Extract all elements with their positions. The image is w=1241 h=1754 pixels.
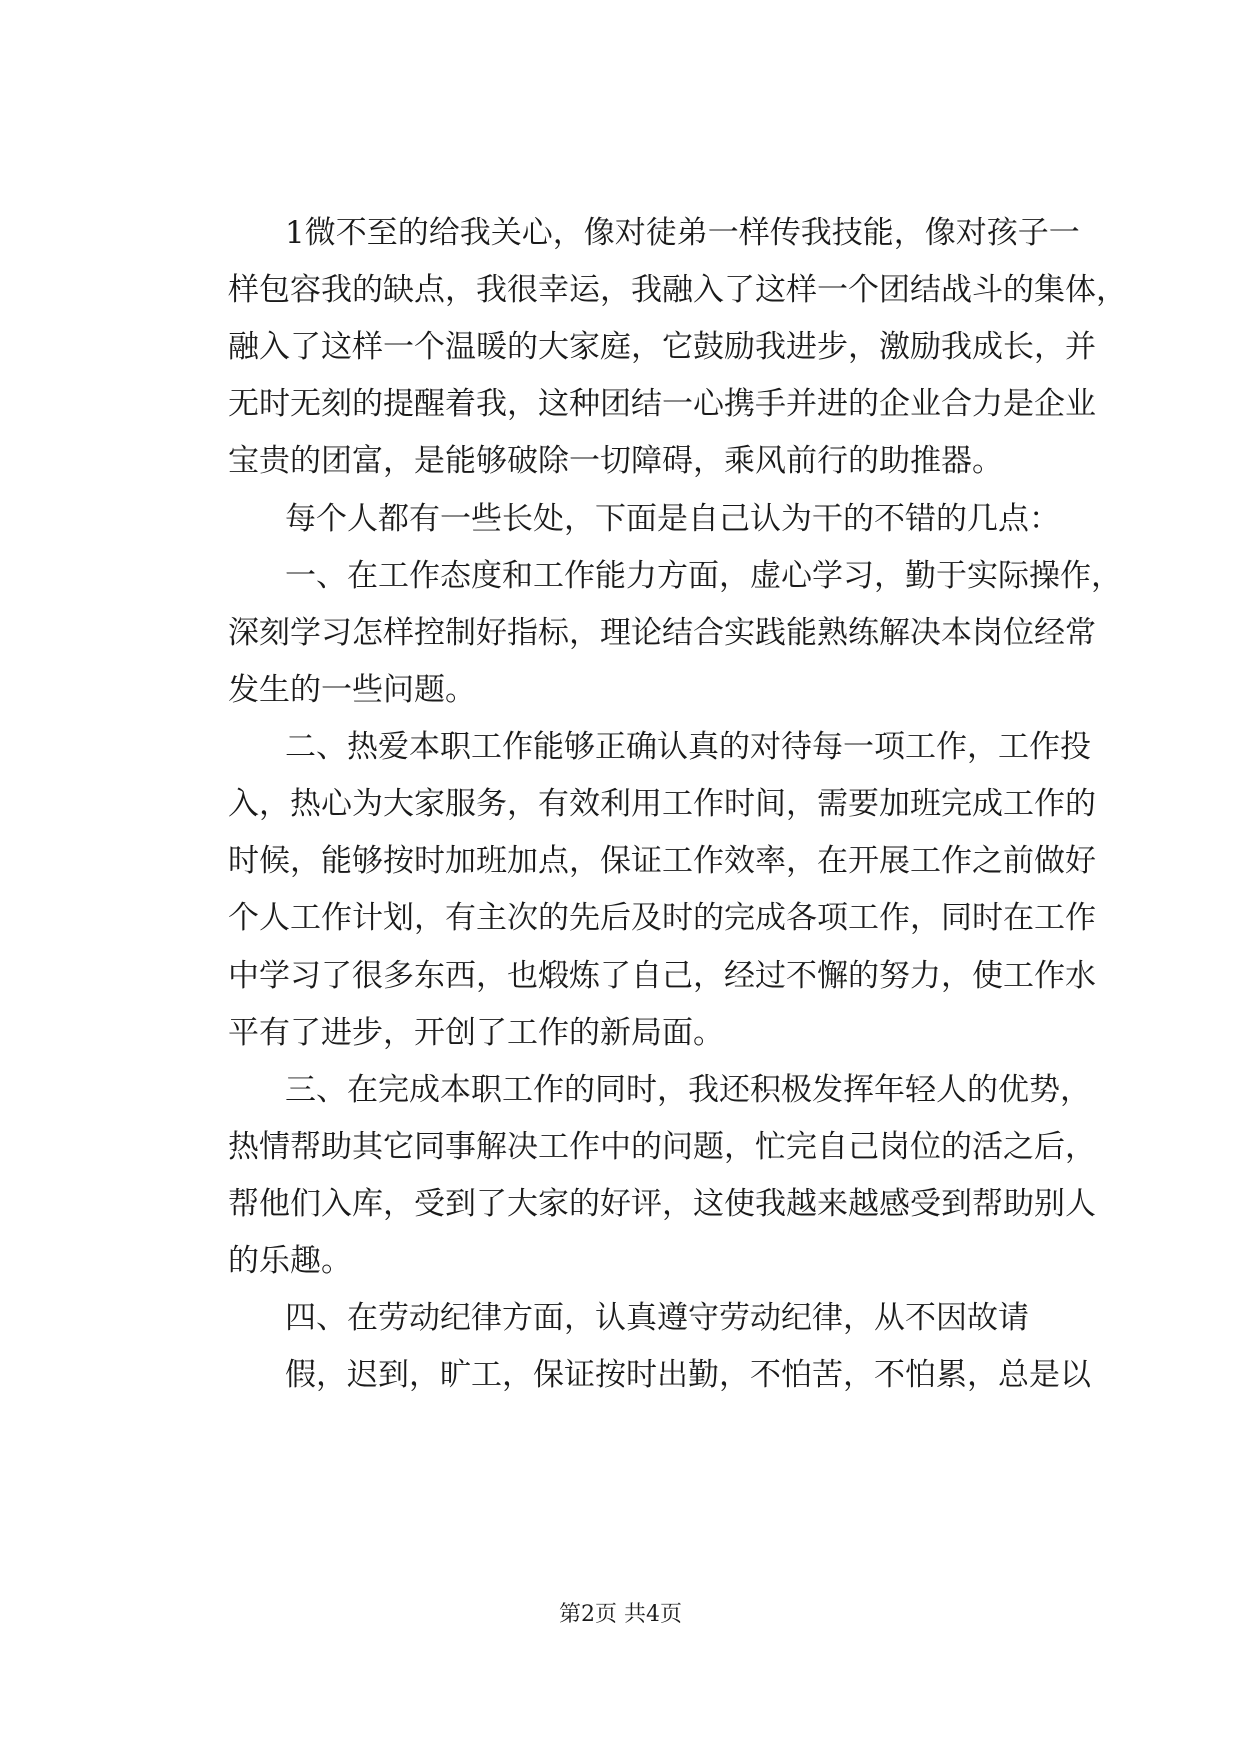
paragraph-line: 三、在完成本职工作的同时，我还积极发挥年轻人的优势， bbox=[285, 1072, 1091, 1108]
paragraph-line: 样包容我的缺点，我很幸运，我融入了这样一个团结战斗的集体， bbox=[228, 272, 1127, 308]
paragraph-line: 深刻学习怎样控制好指标，理论结合实践能熟练解决本岗位经常 bbox=[228, 615, 1096, 651]
paragraph-line: 二、热爱本职工作能够正确认真的对待每一项工作，工作投 bbox=[285, 729, 1091, 765]
paragraph-line: 帮他们入库，受到了大家的好评，这使我越来越感受到帮助别人 bbox=[228, 1186, 1096, 1222]
paragraph-line: 假，迟到，旷工，保证按时出勤，不怕苦，不怕累，总是以 bbox=[285, 1357, 1091, 1393]
paragraph-line: 融入了这样一个温暖的大家庭，它鼓励我进步，激励我成长，并 bbox=[228, 329, 1096, 365]
page-footer: 第2页 共4页 bbox=[559, 1602, 682, 1627]
paragraph-line: 宝贵的团富，是能够破除一切障碍，乘风前行的助推器。 bbox=[228, 443, 1003, 479]
paragraph-line: 时候，能够按时加班加点，保证工作效率，在开展工作之前做好 bbox=[228, 843, 1096, 879]
paragraph-line: 四、在劳动纪律方面，认真遵守劳动纪律，从不因故请 bbox=[285, 1300, 1029, 1336]
paragraph-line: 的乐趣。 bbox=[228, 1243, 352, 1279]
paragraph-line: 中学习了很多东西，也煅炼了自己，经过不懈的努力，使工作水 bbox=[228, 958, 1096, 994]
paragraph-line: 个人工作计划，有主次的先后及时的完成各项工作，同时在工作 bbox=[228, 900, 1096, 936]
paragraph-line: 一、在工作态度和工作能力方面，虚心学习，勤于实际操作， bbox=[285, 558, 1122, 594]
paragraph-line: 入，热心为大家服务，有效利用工作时间，需要加班完成工作的 bbox=[228, 786, 1096, 822]
paragraph-line: 发生的一些问题。 bbox=[228, 672, 476, 708]
paragraph-line: 每个人都有一些长处，下面是自己认为干的不错的几点： bbox=[285, 501, 1060, 537]
paragraph-line: 无时无刻的提醒着我，这种团结一心携手并进的企业合力是企业 bbox=[228, 386, 1096, 422]
paragraph-line: 平有了进步，开创了工作的新局面。 bbox=[228, 1015, 724, 1051]
paragraph-line: 1微不至的给我关心，像对徒弟一样传我技能，像对孩子一 bbox=[285, 215, 1080, 251]
paragraph-line: 热情帮助其它同事解决工作中的问题，忙完自己岗位的活之后， bbox=[228, 1129, 1096, 1165]
